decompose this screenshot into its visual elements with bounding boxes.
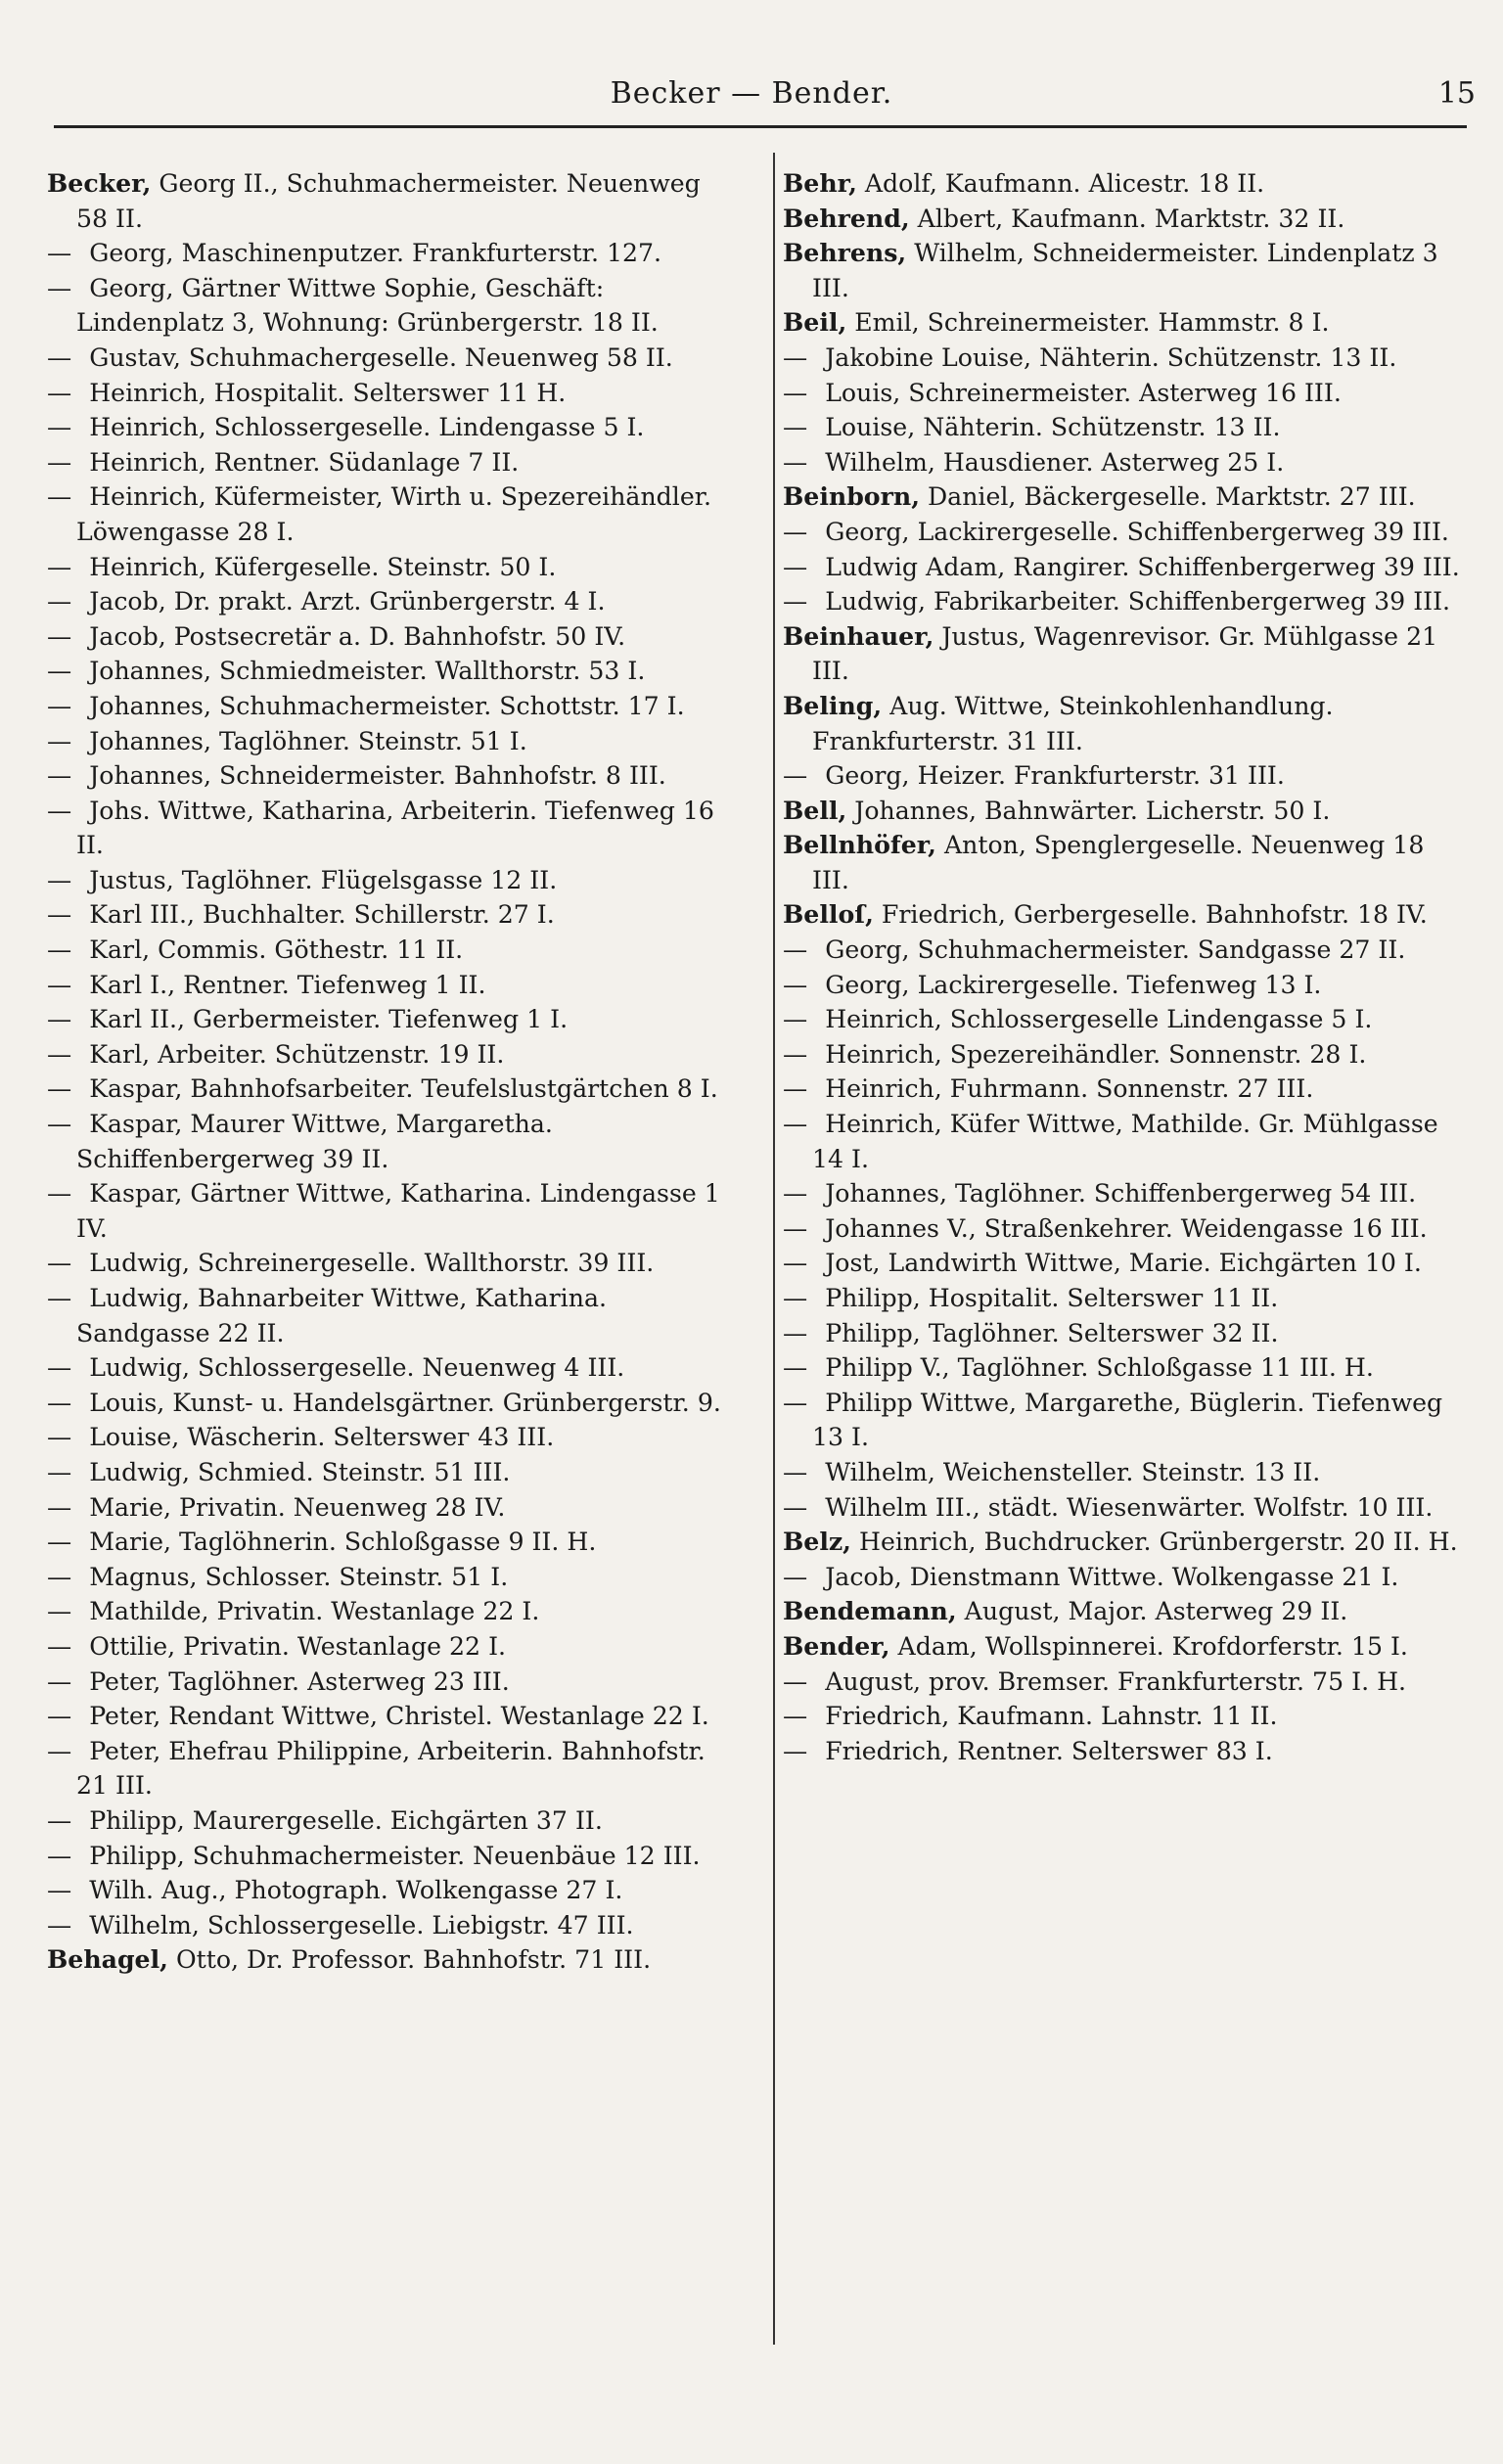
- directory-entry: [47, 1803, 737, 1839]
- directory-entry: [783, 758, 1468, 794]
- directory-entry: [47, 1002, 737, 1037]
- directory-entry: [47, 445, 737, 480]
- entry-details: Ludwig Adam, Rangirer. Schiffenbergerweg 39 III.: [825, 552, 1460, 581]
- directory-entry: [47, 1873, 737, 1908]
- entry-details: Karl III., Buchhalter. Schillerstr. 27 I.: [89, 900, 555, 930]
- entry-details: Wilhelm, Schneidermeister. Lindenplatz 3 III.: [812, 239, 1438, 302]
- directory-entry: [783, 305, 1468, 341]
- repeat-dash: —: [783, 342, 808, 372]
- directory-entry: [47, 1350, 737, 1386]
- entry-details: Johannes, Schuhmachermeister. Schottstr. 17 I.: [89, 691, 685, 720]
- surname: Becker,: [47, 168, 152, 198]
- entry-details: Johannes, Schmiedmeister. Wallthorstr. 53 I.: [89, 657, 646, 686]
- directory-entry: [783, 1525, 1468, 1560]
- surname: Belz,: [783, 1527, 851, 1557]
- repeat-dash: —: [783, 1562, 808, 1591]
- entry-details: Louis, Kunst- u. Handelsgärtner. Grünbergerstr. 9.: [89, 1388, 721, 1417]
- repeat-dash: —: [47, 970, 72, 999]
- directory-entry: [47, 1037, 737, 1072]
- entry-details: Karl I., Rentner. Tiefenweg 1 II.: [89, 970, 486, 999]
- directory-entry: [783, 1350, 1468, 1386]
- directory-entry: [47, 863, 737, 898]
- repeat-dash: —: [47, 1702, 72, 1731]
- directory-entry: [47, 794, 737, 863]
- surname: Beling,: [783, 690, 883, 720]
- entry-details: Adam, Wollspinnerei. Krofdorferstr. 15 I.: [897, 1631, 1408, 1661]
- directory-entry: [47, 1665, 737, 1700]
- repeat-dash: —: [47, 935, 72, 965]
- entry-details: Heinrich, Hospitalit. Selterswег 11 H.: [89, 378, 567, 407]
- entry-details: Heinrich, Spezereihändler. Sonnenstr. 28 I.: [825, 1039, 1367, 1069]
- directory-entry: [783, 236, 1468, 305]
- surname: Bender,: [783, 1630, 890, 1661]
- directory-entry: [47, 1420, 737, 1455]
- entry-details: Jacob, Dienstmann Wittwe. Wolkengasse 21 I.: [825, 1562, 1399, 1591]
- directory-entry: [47, 619, 737, 655]
- entry-details: Georg, Lackirergeselle. Tiefenweg 13 I.: [825, 970, 1322, 999]
- repeat-dash: —: [47, 865, 72, 894]
- repeat-dash: —: [783, 1492, 808, 1522]
- directory-entry: [783, 619, 1468, 689]
- surname: Beinhauer,: [783, 620, 934, 651]
- directory-entry: [783, 410, 1468, 445]
- repeat-dash: —: [47, 1353, 72, 1383]
- directory-entry: [783, 1386, 1468, 1455]
- repeat-dash: —: [47, 1179, 72, 1209]
- repeat-dash: —: [47, 447, 72, 477]
- entry-details: Justus, Taglöhner. Flügelsgasse 12 II.: [89, 865, 558, 894]
- repeat-dash: —: [783, 413, 808, 442]
- directory-entry: [47, 376, 737, 411]
- entry-details: Ludwig, Bahnarbeiter Wittwe, Katharina. Sandgasse 22 II.: [76, 1284, 607, 1347]
- directory-entry: [783, 166, 1468, 202]
- entry-details: Ludwig, Schlossergeselle. Neuenweg 4 III.: [89, 1353, 625, 1383]
- entry-details: Heinrich, Küfer Wittwe, Mathilde. Gr. Mühlgasse 14 I.: [812, 1110, 1438, 1173]
- repeat-dash: —: [47, 796, 72, 825]
- repeat-dash: —: [47, 1597, 72, 1626]
- entry-details: Karl, Arbeiter. Schützenstr. 19 II.: [89, 1039, 505, 1069]
- directory-entry: [47, 724, 737, 759]
- repeat-dash: —: [47, 1666, 72, 1696]
- entry-details: Justus, Wagenrevisor. Gr. Mühlgasse 21 III.: [812, 621, 1438, 686]
- entry-details: Jost, Landwirth Wittwe, Marie. Eichgärten 10 I.: [825, 1249, 1422, 1278]
- repeat-dash: —: [783, 1736, 808, 1765]
- directory-entry: [783, 897, 1468, 933]
- repeat-dash: —: [47, 413, 72, 442]
- entry-details: Jacob, Dr. prakt. Arzt. Grünbergerstr. 4 I.: [89, 587, 606, 616]
- repeat-dash: —: [47, 621, 72, 651]
- repeat-dash: —: [47, 1110, 72, 1139]
- directory-entry: [47, 1176, 737, 1246]
- header-rule: [54, 125, 1467, 128]
- repeat-dash: —: [47, 482, 72, 512]
- entry-details: August, Major. Asterweg 29 II.: [964, 1597, 1348, 1626]
- entry-details: Philipp, Schuhmachermeister. Neuenbäue 12 III.: [89, 1841, 701, 1870]
- entry-details: Johannes, Bahnwärter. Licherstr. 50 I.: [854, 796, 1331, 825]
- repeat-dash: —: [783, 1249, 808, 1278]
- directory-entry: [47, 410, 737, 445]
- directory-entry: [783, 376, 1468, 411]
- directory-entry: [47, 1525, 737, 1560]
- directory-entry: [47, 1560, 737, 1595]
- entry-details: August, prov. Bremser. Frankfurterstr. 75 I. H.: [825, 1666, 1407, 1696]
- directory-entry: [47, 166, 737, 236]
- entry-details: Heinrich, Schlossergeselle Lindengasse 5 I.: [825, 1005, 1373, 1034]
- entry-details: Mathilde, Privatin. Westanlage 22 I.: [89, 1597, 540, 1626]
- entry-details: Peter, Taglöhner. Asterweg 23 III.: [89, 1666, 510, 1696]
- entry-details: Daniel, Bäckergeselle. Marktstr. 27 III.: [927, 482, 1416, 512]
- repeat-dash: —: [783, 1353, 808, 1383]
- entry-details: Aug. Wittwe, Steinkohlenhandlung. Frankfurterstr. 31 III.: [812, 691, 1334, 755]
- surname: Beinborn,: [783, 481, 920, 512]
- entry-details: Ludwig, Schmied. Steinstr. 51 III.: [89, 1457, 511, 1486]
- entry-details: Karl II., Gerbermeister. Tiefenweg 1 I.: [89, 1005, 569, 1034]
- directory-entry: [783, 1246, 1468, 1281]
- entry-details: Philipp Wittwe, Margarethe, Büglerin. Tiefenweg 13 I.: [812, 1388, 1443, 1452]
- column-divider: [773, 153, 775, 2345]
- repeat-dash: —: [47, 1284, 72, 1312]
- entry-details: Georg, Gärtner Wittwe Sophie, Geschäft: Lindenplatz 3, Wohnung: Grünbergerstr. 18 II.: [76, 273, 659, 338]
- repeat-dash: —: [47, 1005, 72, 1034]
- directory-entry: [783, 1629, 1468, 1665]
- directory-entry: [47, 1594, 737, 1629]
- surname: Bendemann,: [783, 1596, 957, 1626]
- entry-details: Philipp, Hospitalit. Selterswег 11 II.: [825, 1284, 1279, 1312]
- surname: Belloſ,: [783, 899, 874, 930]
- repeat-dash: —: [783, 1318, 808, 1347]
- directory-entry: [47, 1107, 737, 1176]
- repeat-dash: —: [47, 900, 72, 930]
- repeat-dash: —: [783, 1179, 808, 1209]
- repeat-dash: —: [47, 1423, 72, 1452]
- directory-entry: [783, 689, 1468, 758]
- entry-details: Louise, Nähterin. Schützenstr. 13 II.: [825, 413, 1281, 442]
- surname: Bell,: [783, 795, 847, 825]
- entry-details: Georg II., Schuhmachermeister. Neuenweg 58 II.: [76, 169, 701, 233]
- entry-details: Wilhelm, Weichensteller. Steinstr. 13 II.: [825, 1457, 1321, 1486]
- directory-entry: [783, 828, 1468, 897]
- surname: Behrens,: [783, 238, 907, 268]
- repeat-dash: —: [47, 1876, 72, 1905]
- entry-details: Wilhelm III., städt. Wiesenwärter. Wolfstr. 10 III.: [825, 1492, 1434, 1522]
- repeat-dash: —: [783, 552, 808, 581]
- entry-details: Kaspar, Gärtner Wittwe, Katharina. Lindengasse 1 IV.: [76, 1179, 720, 1243]
- directory-entry: [783, 1211, 1468, 1247]
- entry-details: Wilhelm, Hausdiener. Asterweg 25 I.: [825, 447, 1285, 477]
- directory-entry: [47, 479, 737, 549]
- entry-details: Wilhelm, Schlossergeselle. Liebigstr. 47 III.: [89, 1910, 634, 1939]
- directory-entry: [47, 1734, 737, 1803]
- entry-details: Marie, Privatin. Neuenweg 28 IV.: [89, 1492, 506, 1522]
- entry-details: Otto, Dr. Professor. Bahnhofstr. 71 III.: [175, 1945, 652, 1975]
- entry-details: Johannes V., Straßenkehrer. Weidengasse 16 III.: [825, 1213, 1428, 1243]
- directory-entry: [783, 933, 1468, 968]
- repeat-dash: —: [47, 726, 72, 755]
- directory-entry: [47, 654, 737, 689]
- entry-details: Kaspar, Bahnhofsarbeiter. Teufelslustgärtchen 8 I.: [89, 1074, 718, 1104]
- repeat-dash: —: [47, 1039, 72, 1069]
- directory-entry: [47, 1072, 737, 1107]
- entry-details: Adolf, Kaufmann. Alicestr. 18 II.: [864, 169, 1265, 198]
- entry-details: Jacob, Postsecretär a. D. Bahnhofstr. 50 IV.: [89, 621, 626, 651]
- left-column: [47, 166, 737, 1978]
- directory-entry: [783, 1002, 1468, 1037]
- directory-entry: [783, 341, 1468, 376]
- surname: Behrend,: [783, 203, 910, 233]
- repeat-dash: —: [783, 517, 808, 546]
- directory-entry: [47, 1490, 737, 1526]
- repeat-dash: —: [783, 1388, 808, 1417]
- repeat-dash: —: [783, 970, 808, 999]
- directory-entry: [47, 758, 737, 794]
- repeat-dash: —: [47, 239, 72, 268]
- surname: Behagel,: [47, 1944, 168, 1975]
- entry-details: Peter, Ehefrau Philippine, Arbeiterin. Bahnhofstr. 21 III.: [76, 1736, 706, 1801]
- surname: Bellnhöfer,: [783, 830, 936, 860]
- directory-entry: [783, 1455, 1468, 1490]
- directory-entry: [47, 584, 737, 619]
- repeat-dash: —: [783, 1074, 808, 1104]
- directory-entry: [783, 1699, 1468, 1734]
- directory-entry: [783, 515, 1468, 550]
- entry-details: Philipp, Taglöhner. Selterswег 32 II.: [825, 1318, 1279, 1347]
- directory-entry: [783, 584, 1468, 619]
- running-title: Becker — Bender.: [610, 76, 893, 111]
- entry-details: Ludwig, Fabrikarbeiter. Schiffenbergerweg 39 III.: [825, 587, 1451, 616]
- repeat-dash: —: [47, 1736, 72, 1765]
- entry-details: Louise, Wäscherin. Selterswег 43 III.: [89, 1423, 555, 1452]
- directory-entry: [783, 445, 1468, 480]
- entry-details: Georg, Heizer. Frankfurterstr. 31 III.: [825, 761, 1285, 791]
- entry-details: Anton, Spenglergeselle. Neuenweg 18 III.: [812, 831, 1425, 894]
- entry-details: Kaspar, Maurer Wittwe, Margaretha. Schiffenbergerweg 39 II.: [76, 1110, 553, 1173]
- repeat-dash: —: [783, 447, 808, 477]
- repeat-dash: —: [47, 587, 72, 616]
- directory-entry: [783, 1490, 1468, 1526]
- entry-details: Emil, Schreinermeister. Hammstr. 8 I.: [854, 308, 1330, 338]
- entry-details: Philipp V., Taglöhner. Schloßgasse 11 III. H.: [825, 1353, 1374, 1383]
- directory-entry: [47, 1629, 737, 1665]
- entry-details: Heinrich, Fuhrmann. Sonnenstr. 27 III.: [825, 1074, 1314, 1104]
- directory-entry: [783, 1281, 1468, 1316]
- directory-entry: [47, 897, 737, 933]
- page-header: [0, 76, 1503, 115]
- directory-entry: [47, 1699, 737, 1734]
- repeat-dash: —: [47, 1249, 72, 1278]
- entry-details: Heinrich, Buchdrucker. Grünbergerstr. 20 II. H.: [858, 1528, 1458, 1557]
- entry-details: Georg, Lackirergeselle. Schiffenbergerweg 39 III.: [825, 517, 1449, 546]
- entry-details: Karl, Commis. Göthestr. 11 II.: [89, 935, 464, 965]
- entry-details: Gustav, Schuhmachergeselle. Neuenweg 58 II.: [89, 342, 673, 372]
- entry-details: Johannes, Taglöhner. Schiffenbergerweg 54 III.: [825, 1179, 1417, 1209]
- directory-entry: [783, 550, 1468, 585]
- repeat-dash: —: [783, 1702, 808, 1731]
- directory-entry: [783, 1560, 1468, 1595]
- entry-details: Johannes, Taglöhner. Steinstr. 51 I.: [89, 726, 527, 755]
- repeat-dash: —: [47, 1805, 72, 1835]
- repeat-dash: —: [47, 1074, 72, 1104]
- repeat-dash: —: [47, 1841, 72, 1870]
- directory-entry: [783, 202, 1468, 237]
- repeat-dash: —: [783, 1457, 808, 1486]
- entry-details: Wilh. Aug., Photograph. Wolkengasse 27 I.: [89, 1876, 623, 1905]
- repeat-dash: —: [47, 1562, 72, 1591]
- repeat-dash: —: [783, 1110, 808, 1139]
- right-column: [783, 166, 1468, 1768]
- entry-details: Ottilie, Privatin. Westanlage 22 I.: [89, 1631, 507, 1661]
- directory-entry: [47, 550, 737, 585]
- entry-details: Georg, Maschinenputzer. Frankfurterstr. 127.: [89, 239, 662, 268]
- repeat-dash: —: [47, 1388, 72, 1417]
- repeat-dash: —: [783, 761, 808, 791]
- directory-entry: [47, 1942, 737, 1978]
- directory-entry: [47, 271, 737, 341]
- directory-entry: [783, 794, 1468, 829]
- directory-entry: [47, 1908, 737, 1943]
- repeat-dash: —: [47, 761, 72, 791]
- entry-details: Friedrich, Kaufmann. Lahnstr. 11 II.: [825, 1702, 1278, 1731]
- entry-details: Magnus, Schlosser. Steinstr. 51 I.: [89, 1562, 509, 1591]
- surname: Beil,: [783, 307, 847, 338]
- directory-entry: [47, 933, 737, 968]
- entry-details: Peter, Rendant Wittwe, Christel. Westanlage 22 I.: [89, 1702, 709, 1731]
- directory-entry: [47, 1281, 737, 1350]
- repeat-dash: —: [783, 1039, 808, 1069]
- entry-details: Heinrich, Küfermeister, Wirth u. Spezereihändler. Löwengasse 28 I.: [76, 482, 712, 546]
- entry-details: Friedrich, Rentner. Selterswег 83 I.: [825, 1736, 1273, 1765]
- repeat-dash: —: [47, 1631, 72, 1661]
- entry-details: Johannes, Schneidermeister. Bahnhofstr. 8 III.: [89, 761, 666, 791]
- directory-entry: [783, 479, 1468, 515]
- repeat-dash: —: [47, 378, 72, 407]
- entry-details: Albert, Kaufmann. Marktstr. 32 II.: [917, 204, 1345, 233]
- repeat-dash: —: [783, 935, 808, 965]
- entry-details: Friedrich, Gerbergeselle. Bahnhofstr. 18 IV.: [881, 900, 1428, 930]
- repeat-dash: —: [47, 342, 72, 372]
- repeat-dash: —: [47, 552, 72, 581]
- repeat-dash: —: [47, 1492, 72, 1522]
- directory-entry: [783, 1107, 1468, 1176]
- repeat-dash: —: [783, 1666, 808, 1696]
- repeat-dash: —: [783, 587, 808, 616]
- directory-entry: [47, 1839, 737, 1874]
- directory-entry: [783, 968, 1468, 1003]
- directory-entry: [783, 1594, 1468, 1629]
- entry-details: Marie, Taglöhnerin. Schloßgasse 9 II. H.: [89, 1528, 597, 1557]
- entry-details: Johs. Wittwe, Katharina, Arbeiterin. Tiefenweg 16 II.: [76, 796, 714, 860]
- entry-details: Heinrich, Küfergeselle. Steinstr. 50 I.: [89, 552, 557, 581]
- directory-entry: [47, 1246, 737, 1281]
- entry-details: Georg, Schuhmachermeister. Sandgasse 27 II.: [825, 935, 1406, 965]
- directory-entry: [47, 968, 737, 1003]
- surname: Behr,: [783, 168, 857, 198]
- repeat-dash: —: [783, 378, 808, 407]
- entry-details: Philipp, Maurergeselle. Eichgärten 37 II.: [89, 1805, 603, 1835]
- directory-entry: [47, 689, 737, 724]
- repeat-dash: —: [47, 1910, 72, 1939]
- directory-entry: [783, 1072, 1468, 1107]
- directory-entry: [783, 1734, 1468, 1769]
- directory-entry: [47, 236, 737, 271]
- entry-details: Jakobine Louise, Nähterin. Schützenstr. 13 II.: [825, 342, 1397, 372]
- directory-entry: [783, 1176, 1468, 1211]
- directory-entry: [783, 1665, 1468, 1700]
- directory-entry: [47, 1386, 737, 1421]
- entry-details: Heinrich, Rentner. Südanlage 7 II.: [89, 447, 520, 477]
- page-number: 15: [1437, 76, 1476, 111]
- repeat-dash: —: [47, 1457, 72, 1486]
- repeat-dash: —: [783, 1284, 808, 1312]
- repeat-dash: —: [783, 1005, 808, 1034]
- repeat-dash: —: [47, 657, 72, 686]
- directory-entry: [47, 1455, 737, 1490]
- entry-details: Louis, Schreinermeister. Asterweg 16 III.: [825, 378, 1342, 407]
- entry-details: Ludwig, Schreinergeselle. Wallthorstr. 39 III.: [89, 1249, 655, 1278]
- repeat-dash: —: [47, 273, 72, 302]
- entry-details: Heinrich, Schlossergeselle. Lindengasse 5 I.: [89, 413, 645, 442]
- directory-entry: [783, 1316, 1468, 1351]
- repeat-dash: —: [783, 1213, 808, 1243]
- directory-entry: [783, 1037, 1468, 1072]
- repeat-dash: —: [47, 1528, 72, 1557]
- repeat-dash: —: [47, 691, 72, 720]
- directory-entry: [47, 341, 737, 376]
